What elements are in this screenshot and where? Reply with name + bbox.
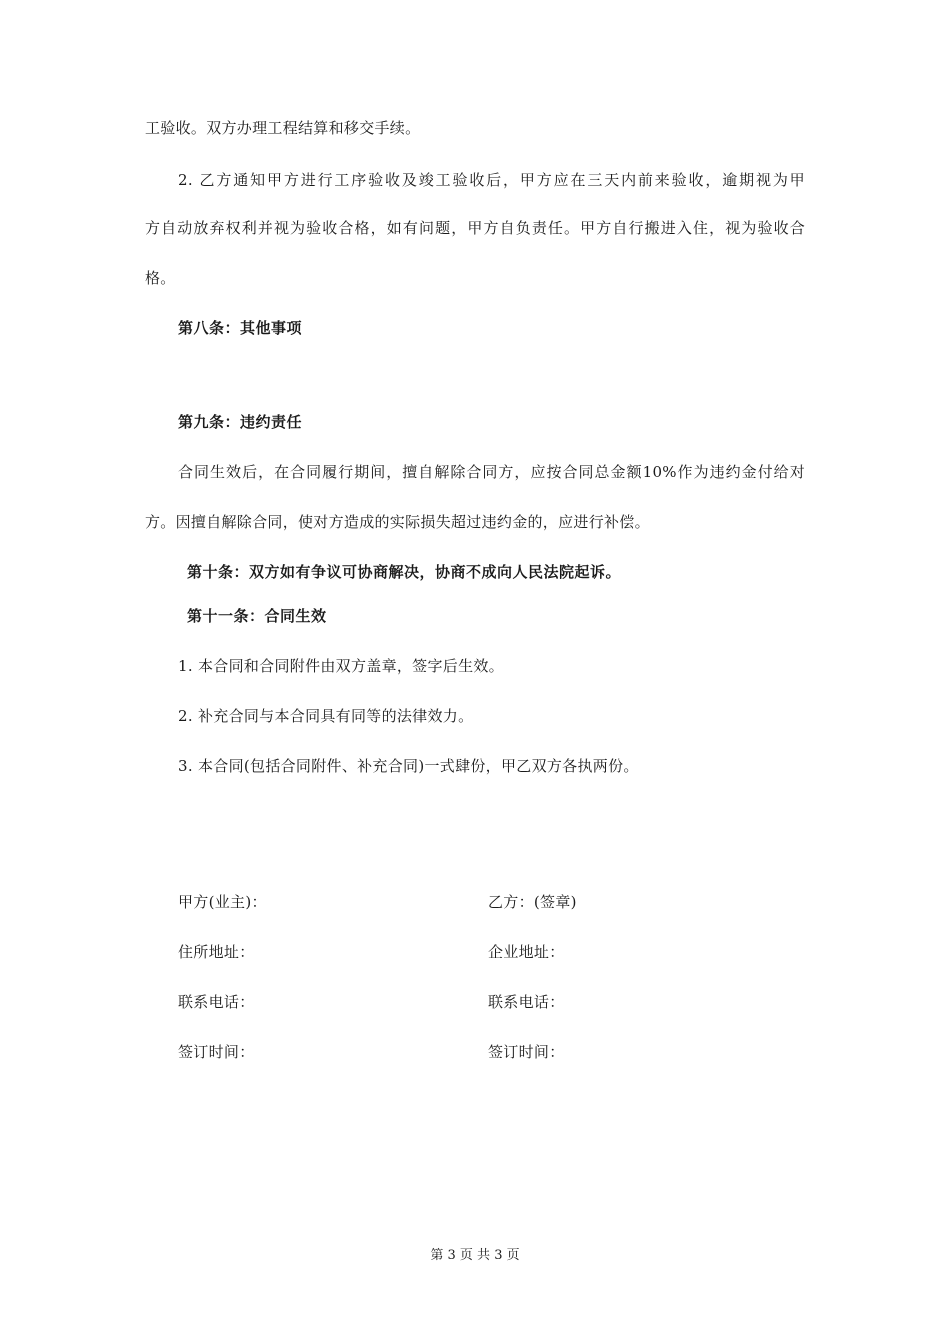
party-a-address-label: 住所地址： — [178, 943, 255, 961]
party-b-address-label: 企业地址： — [488, 943, 565, 961]
party-a-phone-label: 联系电话： — [178, 993, 255, 1011]
section-heading: 第九条：违约责任 — [178, 413, 303, 431]
list-item: 1. 本合同和合同附件由双方盖章，签字后生效。 — [178, 657, 504, 675]
paragraph-line: 合同生效后，在合同履行期间，擅自解除合同方，应按合同总金额10%作为违约金付给对 — [178, 463, 805, 481]
page-number: 第 3 页 共 3 页 — [430, 1248, 520, 1263]
party-b-title: 乙方：(签章) — [488, 893, 577, 911]
list-item: 3. 本合同(包括合同附件、补充合同)一式肆份，甲乙双方各执两份。 — [178, 757, 639, 775]
party-a-title: 甲方(业主)： — [178, 893, 267, 911]
list-item: 2. 补充合同与本合同具有同等的法律效力。 — [178, 707, 474, 725]
party-b-date-label: 签订时间： — [488, 1043, 565, 1061]
section-heading: 第十一条：合同生效 — [187, 607, 327, 625]
paragraph-line: 2. 乙方通知甲方进行工序验收及竣工验收后，甲方应在三天内前来验收，逾期视为甲 — [178, 171, 805, 189]
paragraph-line: 工验收。双方办理工程结算和移交手续。 — [145, 119, 421, 137]
party-a-date-label: 签订时间： — [178, 1043, 255, 1061]
paragraph-line: 格。 — [145, 269, 176, 287]
section-heading: 第十条：双方如有争议可协商解决，协商不成向人民法院起诉。 — [187, 563, 622, 581]
paragraph-line: 方自动放弃权利并视为验收合格，如有问题，甲方自负责任。甲方自行搬进入住，视为验收合 — [145, 219, 805, 237]
party-b-phone-label: 联系电话： — [488, 993, 565, 1011]
paragraph-line: 方。因擅自解除合同，使对方造成的实际损失超过违约金的，应进行补偿。 — [145, 513, 650, 531]
section-heading: 第八条：其他事项 — [178, 319, 303, 337]
